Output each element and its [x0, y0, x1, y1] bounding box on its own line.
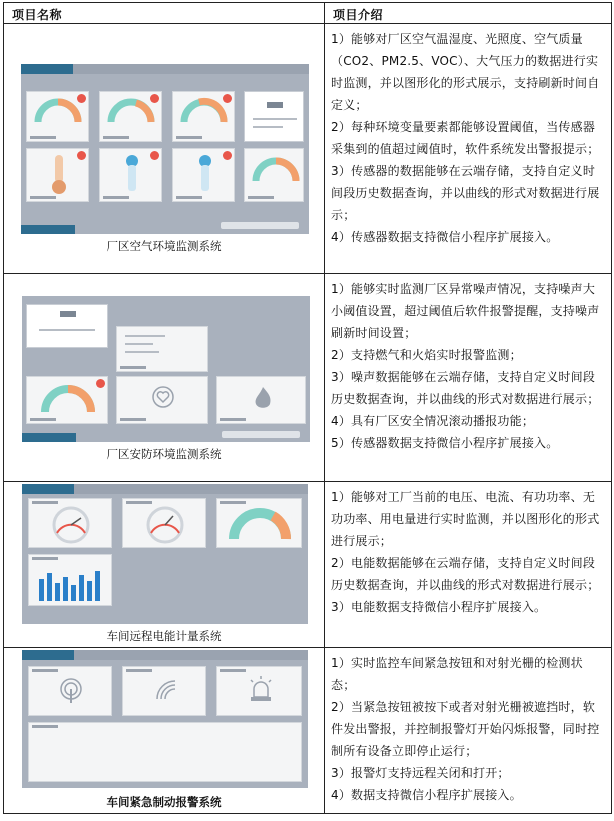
description-line: 4）具有厂区安全情况滚动播报功能；	[331, 414, 535, 428]
project-image-cell	[4, 274, 325, 482]
description-line: 2）每种环境变量要素都能够设置阈值，当传感器采集到的值超过阈值时，软件系统发出警报提示；	[331, 120, 600, 156]
thermometer-icon	[195, 153, 215, 195]
alert-dot-icon	[150, 94, 159, 103]
table-row	[4, 274, 612, 482]
gauge-card	[99, 91, 162, 142]
project-description	[325, 274, 612, 482]
description-line: 2）电能数据能够在云端存储，支持自定义时间段历史数据查询，并以曲线的形式对数据进行展示；	[331, 556, 600, 592]
description-line: 3）传感器的数据能够在云端存储，支持自定义时间段历史数据查询，并以曲线的形式对数据进行展示；	[331, 164, 600, 222]
alert-dot-icon	[223, 151, 232, 160]
light-curtain-card	[122, 666, 206, 716]
security-monitor-screenshot	[22, 296, 310, 442]
usage-bar-chart	[37, 565, 107, 601]
dial-gauge	[145, 505, 185, 545]
pagination[interactable]	[222, 431, 300, 438]
description-line: 3）电能数据支持微信小程序扩展接入。	[331, 600, 547, 614]
project-description	[325, 482, 612, 648]
project-image-cell	[4, 482, 325, 648]
description-line: 2）当紧急按钮被按下或者对射光栅被遮挡时，软件发出警报，并控制报警灯开始闪烁报警，同时控制所有设备立即停止运行；	[331, 700, 600, 758]
thermometer-card	[26, 148, 89, 202]
thermometer-card	[99, 148, 162, 202]
gauge-chart	[251, 155, 301, 183]
gauge-chart	[227, 505, 293, 541]
flame-icon	[252, 385, 274, 411]
header-project-intro: 项目介绍	[325, 3, 612, 24]
project-description	[325, 648, 612, 814]
footer-badge	[21, 225, 75, 234]
alarm-lamp-card	[216, 666, 302, 716]
description-line: 1）能够实时监测厂区异常噪声情况，支持噪声大小阈值设置，超过阈值后软件报警提醒，支持噪声刷新时间设置；	[331, 282, 600, 340]
description-line: 1）能够对工厂当前的电压、电流、有功功率、无功功率、用电量进行实时监测，并以图形化的形式进行展示；	[331, 490, 600, 548]
log-card	[116, 326, 208, 372]
description-line: 3）报警灯支持远程关闭和打开；	[331, 766, 510, 780]
app-logo	[22, 650, 74, 660]
bar-chart-card	[28, 554, 112, 606]
table-row	[4, 648, 612, 814]
light-curtain-icon	[153, 677, 179, 703]
project-caption: 车间远程电能计量系统	[106, 629, 222, 643]
description-line: 4）数据支持微信小程序扩展接入。	[331, 788, 522, 802]
project-description	[325, 24, 612, 274]
thermometer-icon	[122, 153, 142, 195]
power-gauge-card	[216, 498, 302, 548]
app-logo	[21, 64, 73, 74]
gauge-chart	[106, 96, 156, 124]
energy-monitor-screenshot	[22, 484, 308, 624]
alert-dot-icon	[150, 151, 159, 160]
header-project-name: 项目名称	[4, 3, 325, 24]
flame-card	[216, 376, 306, 424]
alert-dot-icon	[223, 94, 232, 103]
heart-shield-icon	[152, 386, 174, 408]
dial-card	[28, 498, 112, 548]
gauge-card	[26, 91, 89, 142]
dial-card	[122, 498, 206, 548]
project-image-cell	[4, 648, 325, 814]
gauge-card	[244, 148, 304, 202]
gauge-chart	[33, 96, 83, 124]
project-caption: 车间紧急制动报警系统	[106, 795, 222, 809]
gauge-chart	[39, 382, 97, 414]
project-image-cell	[4, 24, 325, 274]
pagination[interactable]	[221, 222, 299, 229]
gas-card	[116, 376, 208, 424]
project-grid	[3, 2, 612, 814]
dialog-button[interactable]	[60, 311, 76, 317]
gauge-card	[172, 91, 235, 142]
project-caption: 厂区安防环境监测系统	[106, 447, 222, 461]
table-row	[4, 482, 612, 648]
project-caption: 厂区空气环境监测系统	[106, 239, 222, 253]
alert-dot-icon	[96, 379, 105, 388]
description-line: 3）噪声数据能够在云端存储，支持自定义时间段历史数据查询，并以曲线的形式对数据进行展示；	[331, 370, 600, 406]
gauge-chart	[179, 96, 229, 124]
description-line: 2）支持燃气和火焰实时报警监测；	[331, 348, 522, 362]
settings-dialog	[26, 304, 108, 348]
thermometer-icon	[49, 153, 69, 195]
emergency-button-card	[28, 666, 112, 716]
table-row	[4, 24, 612, 274]
noise-gauge-card	[26, 376, 108, 424]
app-logo	[22, 484, 74, 494]
description-line: 1）实时监控车间紧急按钮和对射光栅的检测状态；	[331, 656, 583, 692]
dial-gauge	[51, 505, 91, 545]
alert-dot-icon	[77, 94, 86, 103]
description-line: 4）传感器数据支持微信小程序扩展接入。	[331, 230, 559, 244]
header-row	[4, 3, 612, 24]
alarm-lamp-icon	[248, 675, 274, 703]
settings-dialog	[244, 91, 304, 142]
thermometer-card	[172, 148, 235, 202]
footer-badge	[22, 433, 76, 442]
log-panel	[28, 722, 302, 782]
description-line: 5）传感器数据支持微信小程序扩展接入。	[331, 436, 559, 450]
alert-dot-icon	[77, 151, 86, 160]
dialog-button[interactable]	[267, 102, 283, 108]
description-line: 1）能够对厂区空气温湿度、光照度、空气质量（CO2、PM2.5、VOC）、大气压力的数据进行实时监测，并以图形化的形式展示，支持刷新时间自定义；	[331, 32, 600, 112]
touch-button-icon	[59, 677, 83, 705]
air-monitor-screenshot	[21, 64, 309, 234]
emergency-brake-screenshot	[22, 650, 308, 788]
project-table	[3, 2, 611, 819]
